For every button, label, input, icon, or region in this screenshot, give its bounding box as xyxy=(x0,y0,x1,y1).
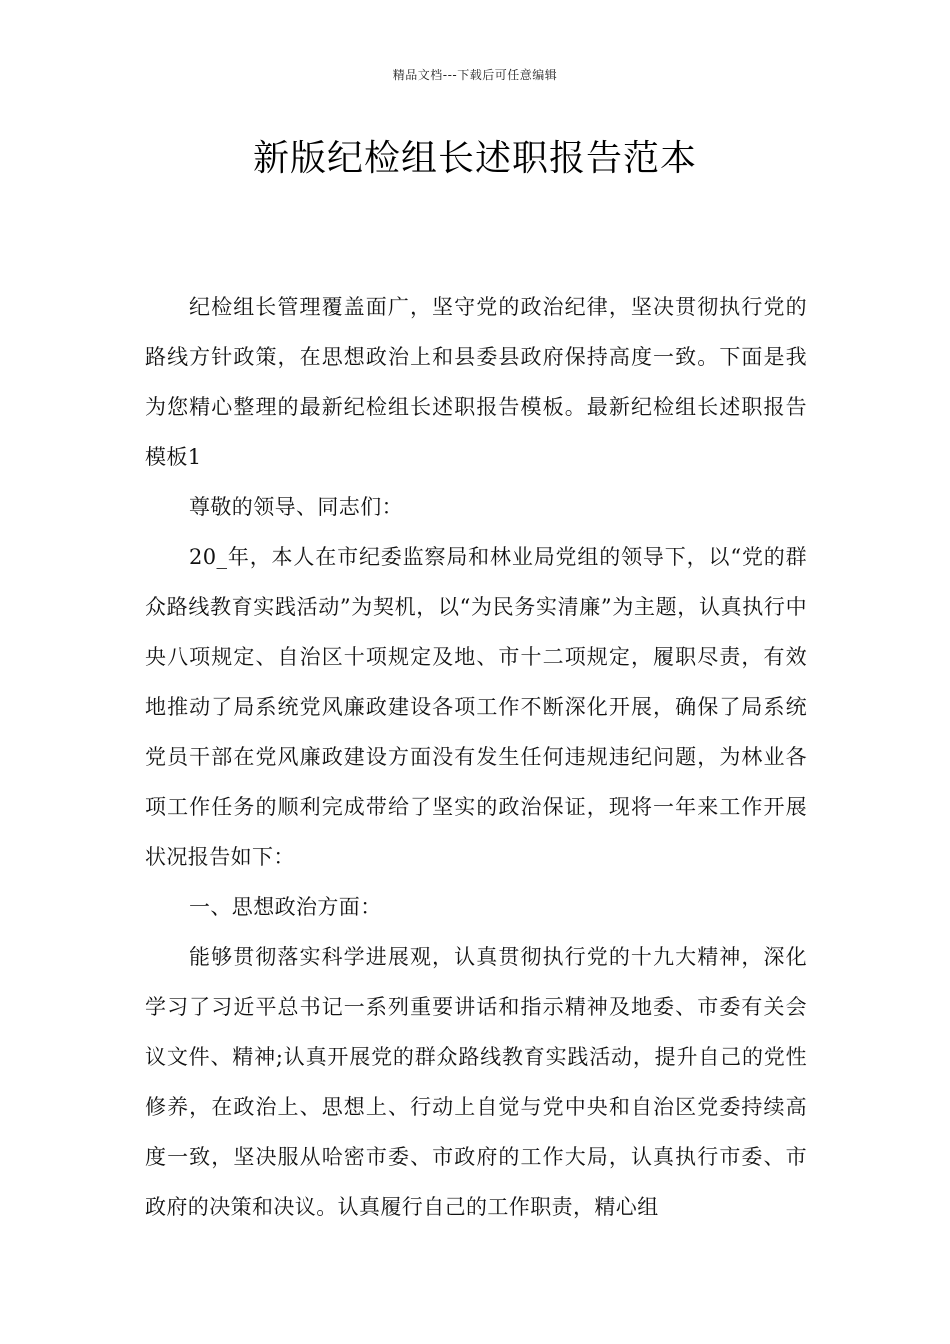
document-title: 新版纪检组长述职报告范本 xyxy=(252,138,697,179)
paragraph-intro: 纪检组长管理覆盖面广，坚守党的政治纪律，坚决贯彻执行党的路线方针政策，在思想政治上和县委县政府保持高度一致。下面是我为您精心整理的最新纪检组长述职报告模板。最新纪检组长述职报告模板1 xyxy=(145,295,807,469)
paragraph-ideology: 能够贯彻落实科学进展观，认真贯彻执行党的十九大精神，深化学习了习近平总书记一系列重要讲话和指示精神及地委、市委有关会议文件、精神;认真开展党的群众路线教育实践活动，提升自己的党性修养，在政治上、思想上、行动上自觉与党中央和自治区党委持续高度一致，坚决服从哈密市委、市政府的工作大局，认真执行市委、市政府的决策和决议。认真履行自己的工作职责，精心组 xyxy=(145,945,807,1219)
section-heading-ideology: 一、思想政治方面： xyxy=(189,895,382,919)
paragraph-salutation: 尊敬的领导、同志们： xyxy=(189,495,403,519)
document-body xyxy=(145,282,807,1232)
header-note: 精品文档---下载后可任意编辑 xyxy=(392,68,558,82)
paragraph-summary: 20_年，本人在市纪委监察局和林业局党组的领导下，以“党的群众路线教育实践活动”为契机，以“为民务实清廉”为主题，认真执行中央八项规定、自治区十项规定及地、市十二项规定，履职尽责，有效地推动了局系统党风廉政建设各项工作不断深化开展，确保了局系统党员干部在党风廉政建设方面没有发生任何违规违纪问题，为林业各项工作任务的顺利完成带给了坚实的政治保证，现将一年来工作开展状况报告如下： xyxy=(145,545,807,869)
